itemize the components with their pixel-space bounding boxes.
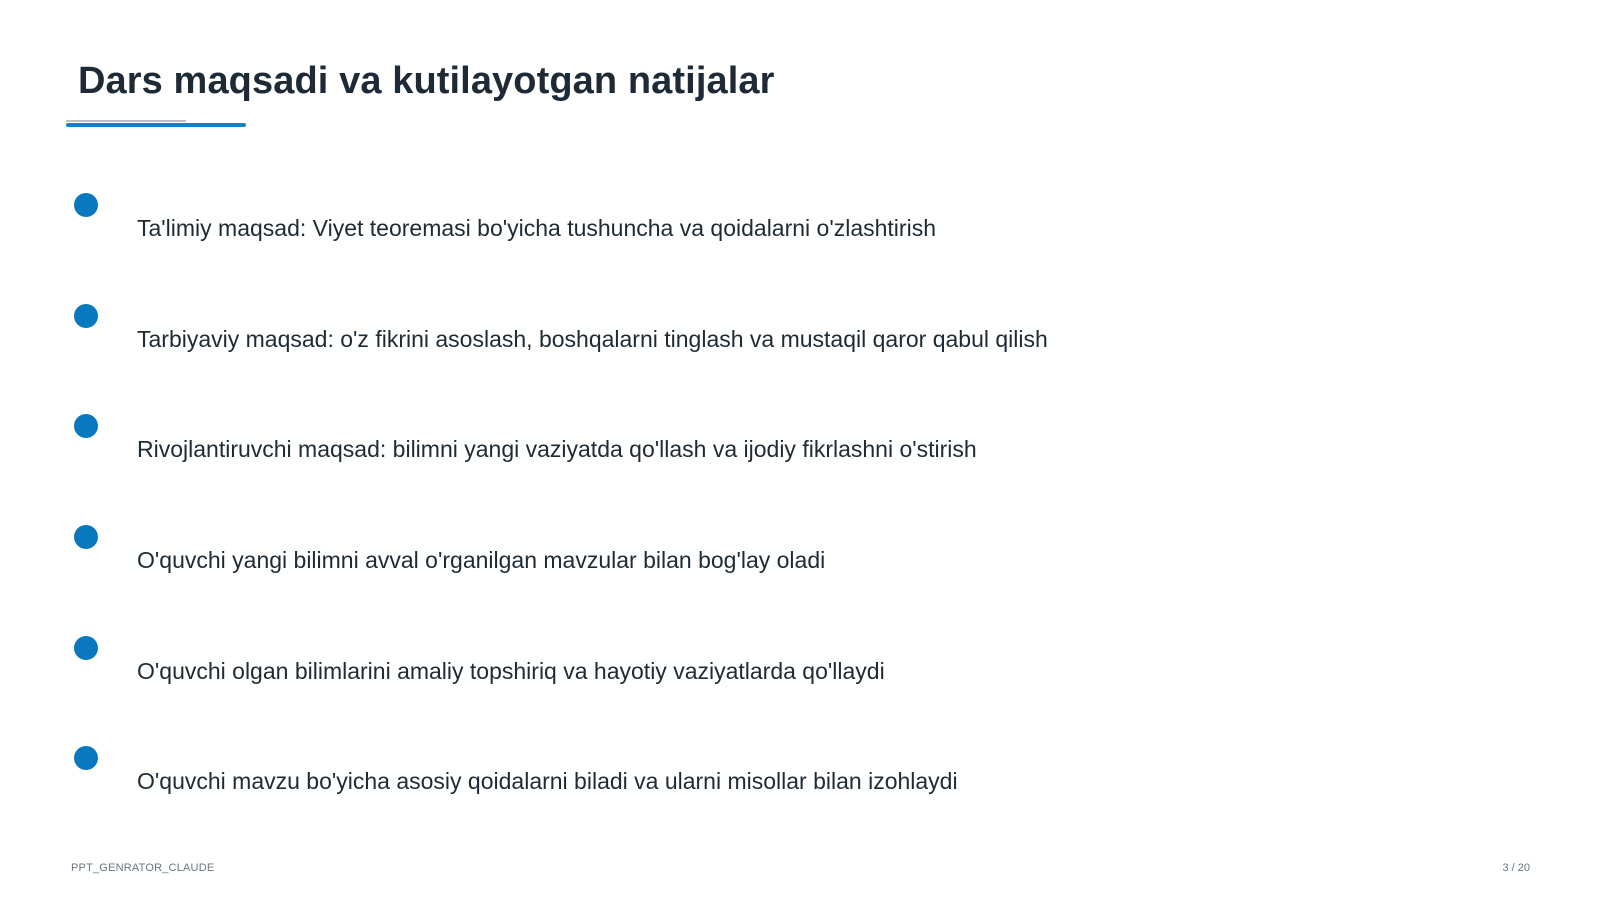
page-total: 20 — [1517, 862, 1530, 874]
bullet-text: Ta'limiy maqsad: Viyet teoremasi bo'yicha tushuncha va qoidalarni o'zlashtirish — [137, 215, 936, 241]
page-separator: / — [1508, 862, 1518, 874]
bullet-dot-icon — [74, 636, 98, 660]
bullet-text: O'quvchi yangi bilimni avval o'rganilgan mavzular bilan bog'lay oladi — [137, 547, 826, 573]
list-item — [0, 193, 1600, 253]
slide-title: Dars maqsadi va kutilayotgan natijalar — [78, 60, 775, 102]
footer-brand: PPT_GENRATOR_CLAUDE — [71, 862, 215, 874]
bullet-dot-icon — [74, 414, 98, 438]
list-item — [0, 636, 1600, 696]
bullet-dot-icon — [74, 193, 98, 217]
list-item — [0, 746, 1600, 806]
list-item — [0, 304, 1600, 364]
page-number — [1502, 862, 1530, 874]
bullet-text: Rivojlantiruvchi maqsad: bilimni yangi vaziyatda qo'llash va ijodiy fikrlashni o'stirish — [137, 436, 977, 462]
bullet-text: O'quvchi olgan bilimlarini amaliy topshiriq va hayotiy vaziyatlarda qo'llaydi — [137, 658, 885, 684]
bullet-dot-icon — [74, 304, 98, 328]
page-current: 3 — [1502, 862, 1509, 874]
bullet-text: Tarbiyaviy maqsad: o'z fikrini asoslash, boshqalarni tinglash va mustaqil qaror qabul qilish — [137, 326, 1048, 352]
bullet-text: O'quvchi mavzu bo'yicha asosiy qoidalarni biladi va ularni misollar bilan izohlaydi — [137, 768, 958, 794]
bullet-dot-icon — [74, 525, 98, 549]
list-item — [0, 414, 1600, 474]
list-item — [0, 525, 1600, 585]
bullet-dot-icon — [74, 746, 98, 770]
